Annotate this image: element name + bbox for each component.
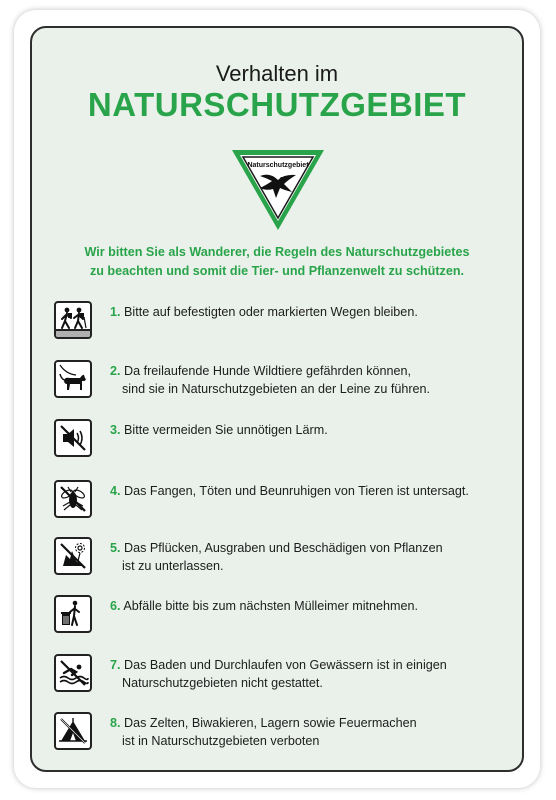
- rule-text-2: [110, 362, 430, 398]
- rule-text-3: [110, 421, 328, 439]
- rule-text-5: [110, 539, 443, 575]
- rule-line-2b: sind sie in Naturschutzgebieten an der Leine zu führen.: [122, 382, 431, 396]
- emblem-label: Naturschutzgebiet: [247, 162, 309, 169]
- rule-text-1: [110, 303, 418, 321]
- rule-item-1: [54, 301, 514, 345]
- rule-line-5a: Das Pflücken, Ausgraben und Beschädigen von Pflanzen: [124, 541, 443, 555]
- rule-line-4a: Das Fangen, Töten und Beunruhigen von Tieren ist untersagt.: [124, 484, 469, 498]
- hikers-icon: [54, 301, 92, 339]
- rule-item-2: [54, 360, 514, 404]
- rule-text-7: [110, 656, 447, 692]
- dog-leash-icon: [54, 360, 92, 398]
- rule-text-4: [110, 482, 469, 500]
- intro-line-1: Wir bitten Sie als Wanderer, die Regeln des Naturschutzgebietes: [84, 245, 470, 259]
- no-insect-icon: [54, 480, 92, 518]
- rule-item-5: [54, 537, 514, 581]
- sign-title: NATURSCHUTZGEBIET: [87, 86, 467, 123]
- rule-number-2: 2.: [110, 364, 121, 378]
- rule-line-1a: Bitte auf befestigten oder markierten Wegen bleiben.: [124, 305, 418, 319]
- no-swimming-icon: [54, 654, 92, 692]
- rule-item-8: [54, 712, 514, 756]
- rule-line-7b: Naturschutzgebieten nicht gestattet.: [122, 676, 323, 690]
- rule-number-4: 4.: [110, 484, 121, 498]
- rule-line-8b: ist in Naturschutzgebieten verboten: [122, 734, 320, 748]
- rule-item-3: [54, 419, 514, 463]
- rule-line-7a: Das Baden und Durchlaufen von Gewässern ist in einigen: [124, 658, 447, 672]
- rule-line-3a: Bitte vermeiden Sie unnötigen Lärm.: [124, 423, 328, 437]
- sign-panel: [30, 26, 524, 772]
- rule-number-7: 7.: [110, 658, 121, 672]
- rule-line-5b: ist zu unterlassen.: [122, 559, 224, 573]
- rule-text-6: [110, 597, 418, 615]
- rule-line-6a: Abfälle bitte bis zum nächsten Mülleimer mitnehmen.: [123, 599, 419, 613]
- rule-number-6: 6.: [110, 599, 121, 613]
- rule-item-7: [54, 654, 514, 698]
- rule-number-8: 8.: [110, 716, 121, 730]
- rule-number-3: 3.: [110, 423, 121, 437]
- rule-item-4: [54, 480, 514, 524]
- intro-line-2: zu beachten und somit die Tier- und Pflanzenwelt zu schützen.: [89, 264, 465, 278]
- rule-number-1: 1.: [110, 305, 121, 319]
- sign: [14, 10, 540, 788]
- nature-reserve-emblem-icon: [230, 148, 326, 232]
- sign-subtitle: Verhalten im: [215, 61, 339, 86]
- no-plant-picking-icon: [54, 537, 92, 575]
- rule-line-8a: Das Zelten, Biwakieren, Lagern sowie Feuermachen: [124, 716, 417, 730]
- no-tent-icon: [54, 712, 92, 750]
- rule-item-6: [54, 595, 514, 639]
- rule-text-8: [110, 714, 417, 750]
- intro-text: [42, 243, 512, 281]
- rule-line-2a: Da freilaufende Hunde Wildtiere gefährden können,: [124, 364, 412, 378]
- rule-number-5: 5.: [110, 541, 121, 555]
- no-noise-icon: [54, 419, 92, 457]
- trash-bin-icon: [54, 595, 92, 633]
